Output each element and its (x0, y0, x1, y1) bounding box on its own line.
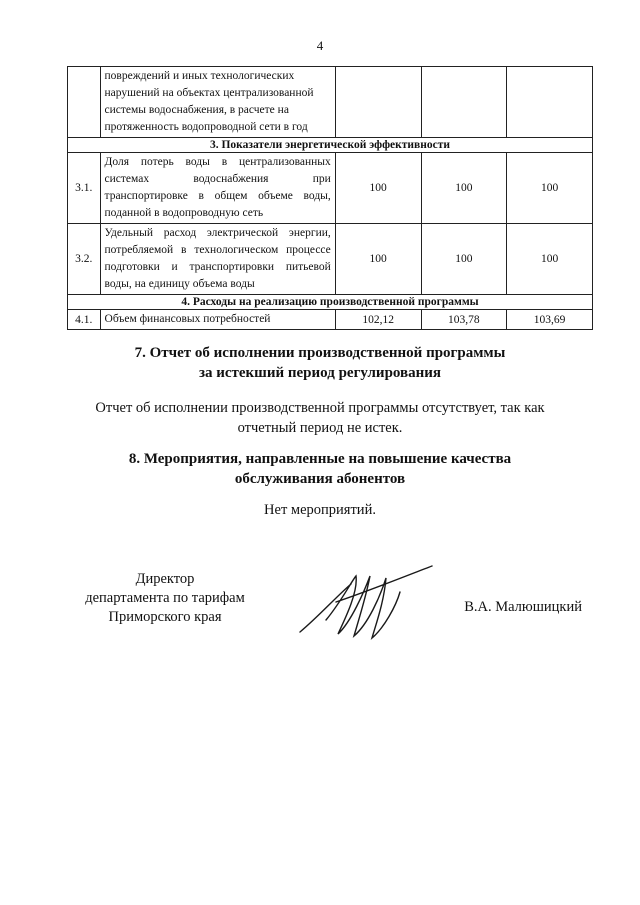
signatory-name: В.А. Малюшицкий (464, 599, 582, 615)
table-cell-value (421, 67, 507, 138)
section3-heading: 3. Показатели энергетической эффективности (68, 138, 593, 153)
row-description: Объем финансовых потребностей (100, 310, 335, 330)
section7-text-line1: Отчет об исполнении производственной программы отсутствует, так как (95, 400, 545, 416)
continued-line-3: системы водоснабжения, в расчете на (104, 104, 289, 116)
table-row (68, 153, 593, 224)
continued-line-4: протяженность водопроводной сети в год (104, 121, 308, 133)
table-row-section4 (68, 295, 593, 310)
row-number: 3.1. (68, 153, 101, 224)
row-value: 100 (507, 153, 593, 224)
page-number: 4 (316, 38, 324, 53)
signatory-position (70, 570, 260, 627)
row-value: 103,78 (421, 310, 507, 330)
table-cell-value (507, 67, 593, 138)
row-value: 100 (507, 224, 593, 295)
row-description: Удельный расход электрической энергии, потребляемой в технологическом процессе подготовки и транспортировки питьевой воды, на единицу объема воды (100, 224, 335, 295)
table-cell-value (335, 67, 421, 138)
row-number: 4.1. (68, 310, 101, 330)
row-value: 102,12 (335, 310, 421, 330)
section8-title-line2: обслуживания абонентов (234, 471, 406, 487)
table-row (68, 224, 593, 295)
section7-title-line2: за истекший период регулирования (198, 365, 442, 381)
continued-line-1: повреждений и иных технологических (104, 70, 295, 82)
row-value: 100 (335, 153, 421, 224)
table-row-section3 (68, 138, 593, 153)
row-value: 100 (421, 224, 507, 295)
position-line3: Приморского края (108, 609, 222, 625)
position-line1: Директор (135, 571, 195, 587)
indicators-table (67, 66, 593, 330)
section7-text-line2: отчетный период не истек. (237, 420, 403, 436)
row-value: 100 (421, 153, 507, 224)
continued-line-2: нарушений на объектах централизованной (104, 87, 314, 99)
section8-title-line1: 8. Мероприятия, направленные на повышение качества (128, 451, 512, 467)
row-number: 3.2. (68, 224, 101, 295)
table-row-continued (68, 67, 593, 138)
section4-heading: 4. Расходы на реализацию производственной программы (68, 295, 593, 310)
section7-title-line1: 7. Отчет об исполнении производственной программы (134, 345, 506, 361)
table-cell-desc (100, 67, 335, 138)
row-value: 103,69 (507, 310, 593, 330)
table-cell-num (68, 67, 101, 138)
table-row (68, 310, 593, 330)
row-description: Доля потерь воды в централизованных системах водоснабжения при транспортировке в общем объеме воды, поданной в водопроводную сеть (100, 153, 335, 224)
row-value: 100 (335, 224, 421, 295)
position-line2: департамента по тарифам (85, 590, 245, 606)
handwritten-signature (296, 562, 436, 644)
section8-text: Нет мероприятий. (264, 502, 376, 518)
